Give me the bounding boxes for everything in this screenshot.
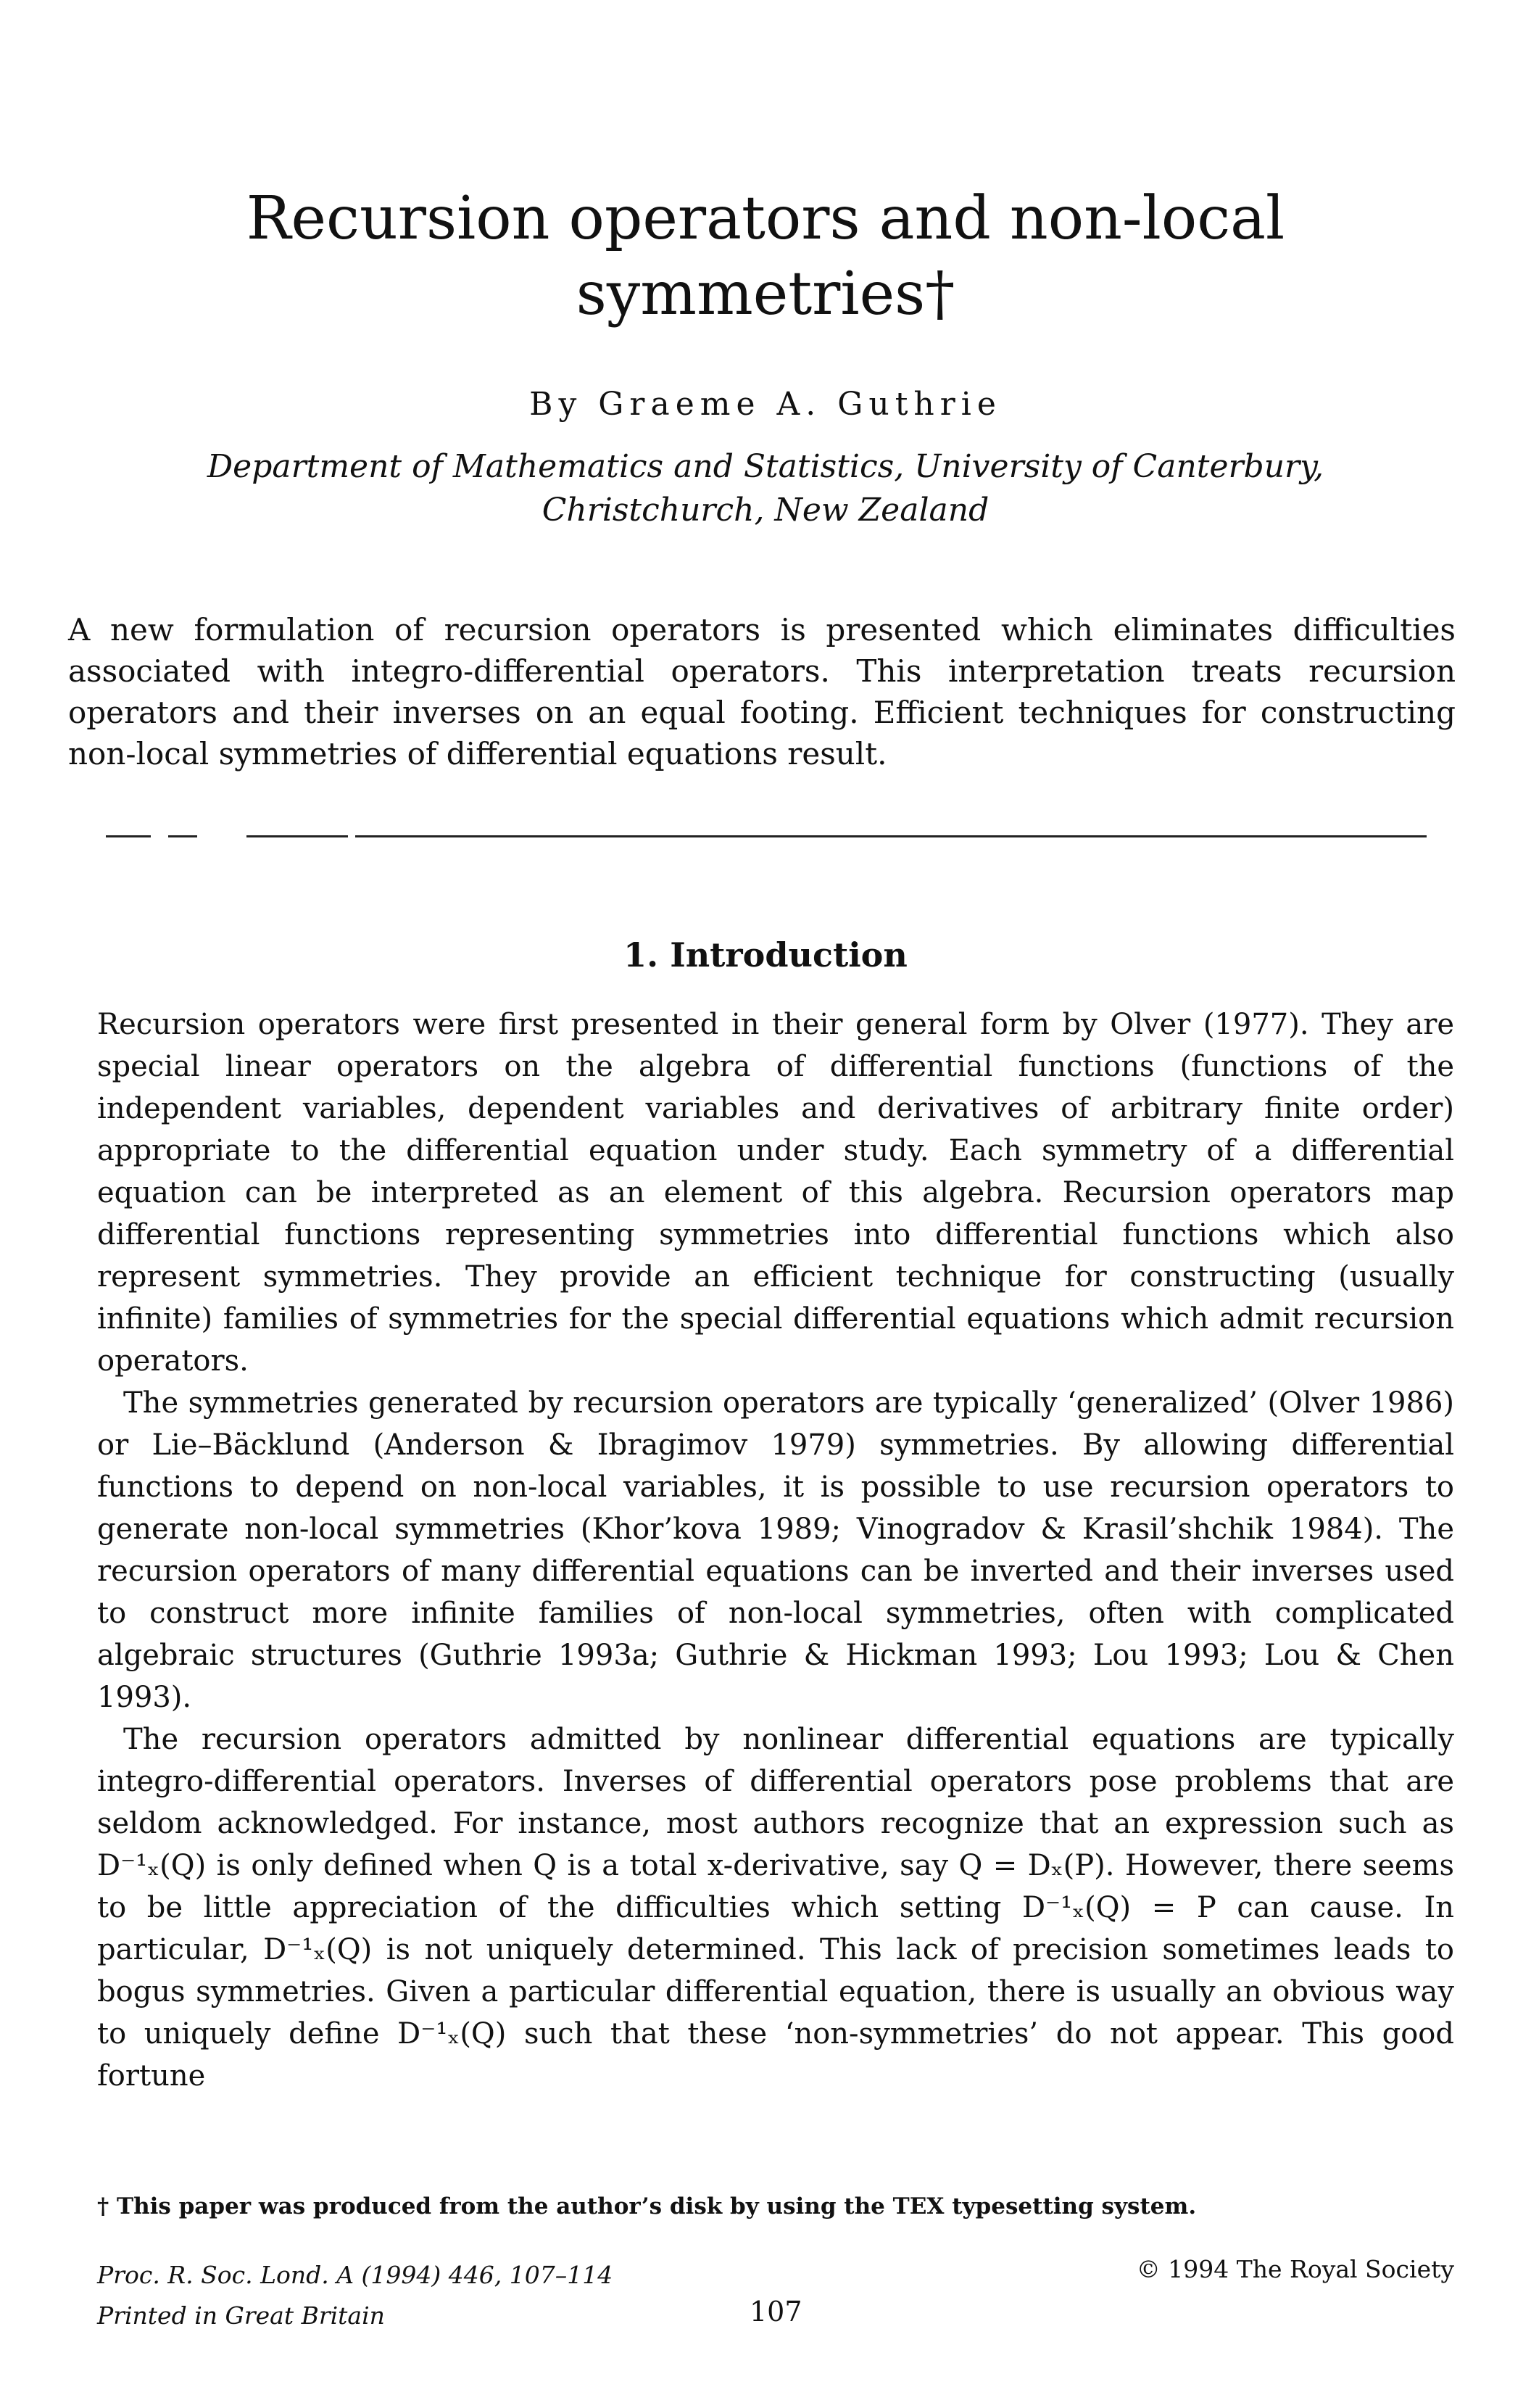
footnote: † This paper was produced from the author’s disk by using the TEX typesetting system.	[97, 2193, 1197, 2219]
affiliation-line-1: Department of Mathematics and Statistics, University of Canterbury,	[207, 448, 1324, 485]
printed-in: Printed in Great Britain	[97, 2301, 385, 2330]
journal-reference: Proc. R. Soc. Lond. A (1994) 446, 107–114	[97, 2261, 613, 2289]
affiliation-line-2: Christchurch, New Zealand	[542, 492, 989, 529]
copyright: © 1994 The Royal Society	[1136, 2255, 1454, 2283]
paragraph: The recursion operators admitted by nonlinear differential equations are typically integro-differential operators. Inverses of differential operators pose problems that are seldom acknowledged. For instance, most authors recognize that an expression such as D⁻¹ₓ(Q) is only defined when Q is a total x-derivative, say Q = Dₓ(P). However, there seems to be little appreciation of the difficulties which setting D⁻¹ₓ(Q) = P can cause. In particular, D⁻¹ₓ(Q) is not uniquely determined. This lack of precision sometimes leads to bogus symmetries. Given a particular differential equation, there is usually an obvious way to uniquely define D⁻¹ₓ(Q) such that these ‘non-symmetries’ do not appear. This good fortune	[97, 1723, 1454, 2093]
paragraph: Recursion operators were first presented in their general form by Olver (1977). They are special linear operators on the algebra of differential functions (functions of the independent variables, dependent variables and derivatives of arbitrary finite order) appropriate to the differential equation under study. Each symmetry of a differential equation can be interpreted as an element of this algebra. Recursion operators map differential functions representing symmetries into differential functions which also represent symmetries. They provide an efficient technique for constructing (usually infinite) families of symmetries for the special differential equations which admit recursion operators.	[97, 1008, 1454, 1378]
author-byline: By Graeme A. Guthrie	[529, 386, 1002, 423]
author-affiliation	[0, 445, 1531, 532]
title-line-1: Recursion operators and non-local	[246, 184, 1285, 253]
abstract-rule	[355, 835, 1427, 837]
title-line-2: symmetries†	[576, 260, 955, 328]
body-text	[97, 1004, 1454, 2097]
paper-title	[0, 181, 1531, 332]
page-number: 107	[750, 2296, 802, 2328]
abstract-rule-segment	[168, 835, 197, 837]
paragraph: The symmetries generated by recursion operators are typically ‘generalized’ (Olver 1986) or Lie–Bäcklund (Anderson & Ibragimov 1979) symmetries. By allowing differential functions to depend on non-local variables, it is possible to use recursion operators to generate non-local symmetries (Khor’kova 1989; Vinogradov & Krasil’shchik 1984). The recursion operators of many differential equations can be inverted and their inverses used to construct more infinite families of non-local symmetries, often with complicated algebraic structures (Guthrie 1993a; Guthrie & Hickman 1993; Lou 1993; Lou & Chen 1993).	[97, 1386, 1454, 1714]
abstract-rule-segment	[246, 835, 348, 837]
journal-info	[97, 2255, 613, 2336]
abstract-rule-segment	[106, 835, 151, 837]
section-heading: 1. Introduction	[623, 935, 908, 975]
abstract: A new formulation of recursion operators is presented which eliminates difficulties associated with integro-differential operators. This interpretation treats recursion operators and their inverses on an equal footing. Efficient techniques for constructing non-local symmetries of differential equations result.	[68, 612, 1456, 771]
